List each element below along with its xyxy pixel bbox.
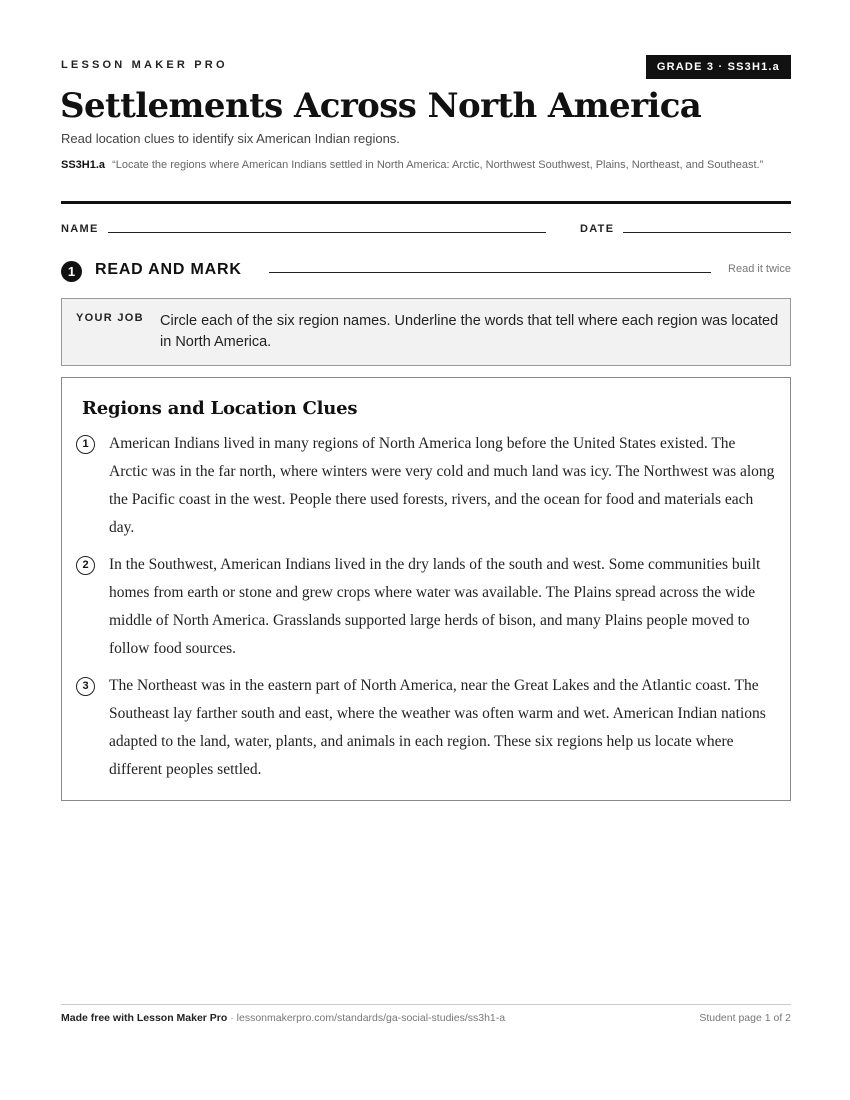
paragraph: [76, 551, 776, 663]
paragraph-number: 3: [76, 677, 95, 696]
page-title: Settlements Across North America: [60, 86, 702, 126]
name-label: NAME: [61, 223, 99, 235]
paragraph-number: 1: [76, 435, 95, 454]
paragraph-text: In the Southwest, American Indians lived in the dry lands of the south and west. Some communities built homes from earth or stone and grew crops where water was available. The Plains spread across the wide middle of North America. Grasslands supported large herds of bison, and many Plains people moved to follow food sources.: [109, 556, 761, 657]
your-job-box: [61, 298, 791, 366]
your-job-instructions: Circle each of the six region names. Underline the words that tell where each region was located in North America.: [160, 313, 779, 350]
name-write-line[interactable]: [108, 232, 546, 233]
footer-divider: [61, 1004, 791, 1005]
standard-code: SS3H1.a: [61, 159, 106, 171]
paragraph-number: 2: [76, 556, 95, 575]
name-date-row: [61, 222, 791, 238]
grade-badge: GRADE 3 · SS3H1.a: [646, 55, 791, 79]
footer-credit: Made free with Lesson Maker Pro: [61, 1012, 228, 1024]
section-header: [61, 260, 791, 282]
your-job-label: YOUR JOB: [76, 312, 144, 324]
reading-passage-box: [61, 377, 791, 801]
footer-page-number: Student page 1 of 2: [699, 1012, 791, 1024]
header-divider: [61, 201, 791, 204]
standard-text: “Locate the regions where American Indians settled in North America: Arctic, Northwest Southwest, Plains, Northeast, and Southeast.”: [112, 159, 764, 171]
top-bar: [61, 55, 791, 79]
section-title: READ AND MARK: [95, 261, 242, 278]
date-write-line[interactable]: [623, 232, 791, 233]
reading-title: Regions and Location Clues: [82, 398, 358, 419]
section-number-badge: 1: [61, 261, 82, 282]
paragraph-text: The Northeast was in the eastern part of North America, near the Great Lakes and the Atlantic coast. The Southeast lay farther south and east, where the weather was often warm and wet. American Indian nations adapted to the land, water, plants, and animals in each region. These six regions help us locate where different peoples settled.: [109, 677, 766, 778]
footer-url: · lessonmakerpro.com/standards/ga-social-studies/ss3h1-a: [227, 1012, 506, 1024]
brand-name: LESSON MAKER PRO: [61, 59, 228, 71]
section-note: Read it twice: [728, 263, 791, 275]
page-subtitle: Read location clues to identify six American Indian regions.: [61, 131, 400, 146]
paragraph: [76, 672, 776, 784]
paragraph-text: American Indians lived in many regions of North America long before the United States existed. The Arctic was in the far north, where winters were very cold and much land was icy. The Northwest was along the Pacific coast in the west. People there used forests, rivers, and the ocean for food and materials each day.: [109, 435, 775, 536]
section-divider: [269, 272, 711, 273]
standard-description: [61, 157, 781, 174]
paragraph: [76, 430, 776, 542]
date-label: DATE: [580, 223, 615, 235]
footer: [61, 1012, 791, 1024]
